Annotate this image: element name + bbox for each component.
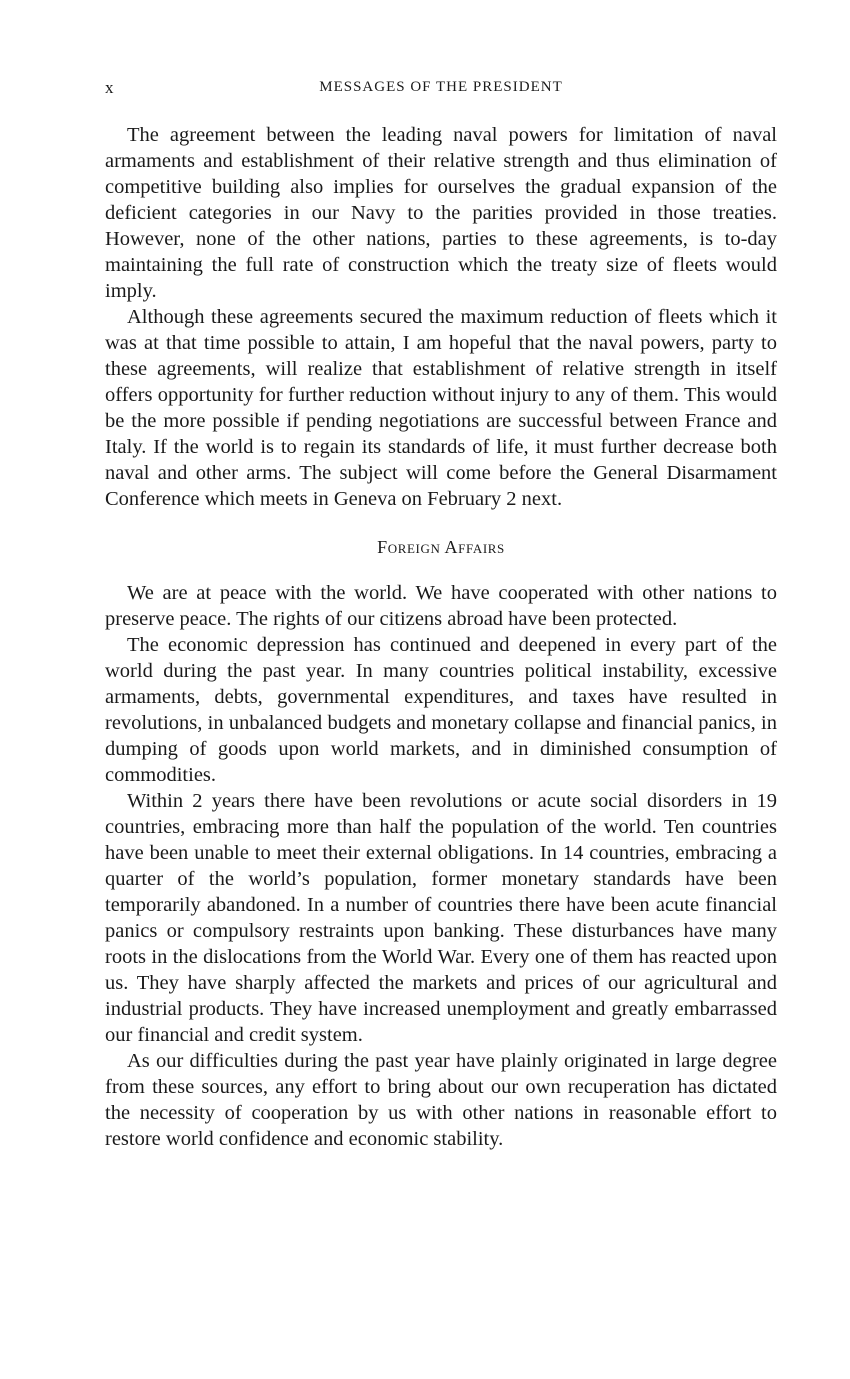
running-head-title: MESSAGES OF THE PRESIDENT [319, 79, 563, 95]
paragraph-naval-agreement: The agreement between the leading naval powers for limitation of naval armaments and establishment of their relative strength and thus elimination of competitive building also implies for ourselves the gradual expansion of the deficient categories in our Navy to the parities provided in those treaties. However, none of the other nations, parties to these agreements, is to-day maintaining the full rate of construction which the treaty size of fleets would imply. [105, 124, 777, 302]
running-head [105, 78, 777, 104]
paragraph-revolutions: Within 2 years there have been revolutions or acute social disorders in 19 countries, embracing more than half the population of the world. Ten countries have been unable to meet their external obligations. In 14 countries, embracing a quarter of the world’s population, former monetary standards have been temporarily abandoned. In a number of countries there have been acute financial panics or compulsory restraints upon banking. These disturbances have many roots in the dislocations from the World War. Every one of them has reacted upon us. They have sharply affected the markets and prices of our agricultural and industrial products. They have increased unemployment and greatly embarrassed our financial and credit system. [105, 790, 777, 1046]
document-page [105, 78, 777, 1152]
paragraph-peace: We are at peace with the world. We have cooperated with other nations to preserve peace. The rights of our citizens abroad have been protected. [105, 582, 777, 630]
paragraph-economic-depression: The economic depression has continued and deepened in every part of the world during the past year. In many countries political instability, excessive armaments, debts, governmental expenditures, and taxes have resulted in revolutions, in unbalanced budgets and monetary collapse and financial panics, in dumping of goods upon world markets, and in diminished consumption of commodities. [105, 634, 777, 786]
section-heading-foreign-affairs: Foreign Affairs [377, 537, 505, 557]
page-number: x [105, 78, 114, 97]
paragraph-naval-reduction: Although these agreements secured the maximum reduction of fleets which it was at that time possible to attain, I am hopeful that the naval powers, party to these agreements, will realize that establishment of relative strength in itself offers opportunity for further reduction without injury to any of them. This would be the more possible if pending negotiations are successful between France and Italy. If the world is to regain its standards of life, it must further decrease both naval and other arms. The subject will come before the General Disarmament Conference which meets in Geneva on February 2 next. [105, 306, 777, 510]
paragraph-cooperation: As our difficulties during the past year have plainly originated in large degree from these sources, any effort to bring about our own recuperation has dictated the necessity of cooperation by us with other nations in reasonable effort to restore world confidence and economic stability. [105, 1050, 777, 1150]
document-body [105, 122, 777, 1152]
